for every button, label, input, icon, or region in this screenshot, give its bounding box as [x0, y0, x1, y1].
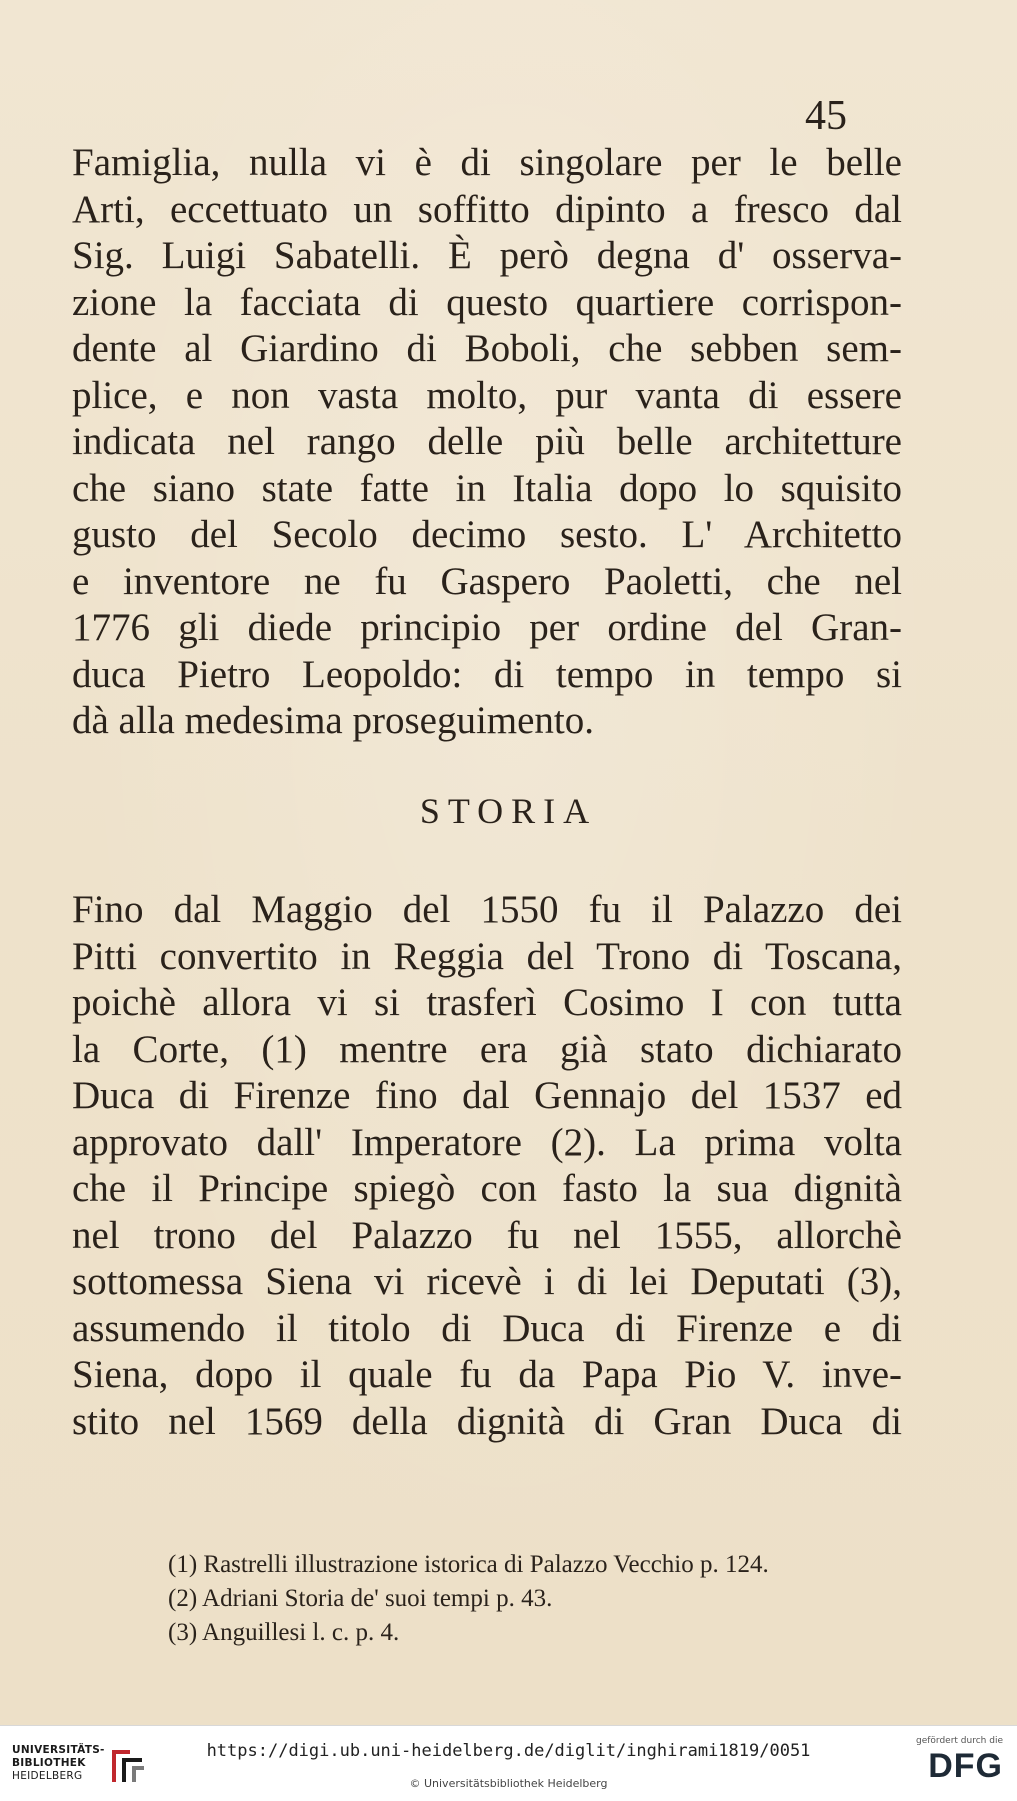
text-line: approvato dall' Imperatore (2). La prima volta	[72, 1120, 902, 1164]
text-line: che il Principe spiegò con fasto la sua dignità	[72, 1167, 902, 1210]
dfg-sponsor[interactable]	[893, 1736, 1003, 1784]
text-line: Pitti convertito in Reggia del Trono di Toscana,	[72, 934, 902, 978]
sponsor-caption: gefördert durch die	[916, 1736, 1003, 1746]
library-name-line: UNIVERSITÄTS-	[12, 1744, 105, 1756]
footnote: (1) Rastrelli illustrazione istorica di Palazzo Vecchio p. 124.	[168, 1551, 769, 1578]
text-line: la Corte, (1) mentre era già stato dichiarato	[72, 1027, 902, 1071]
section-heading: STORIA	[419, 791, 598, 831]
text-line: plice, e non vasta molto, pur vanta di essere	[72, 373, 902, 417]
text-line: e inventore ne fu Gaspero Paoletti, che nel	[72, 559, 902, 603]
text-line: gusto del Secolo decimo sesto. L' Architetto	[72, 513, 902, 556]
library-name-line: BIBLIOTHEK	[12, 1757, 86, 1769]
footnotes	[168, 1548, 928, 1650]
text-line: Sig. Luigi Sabatelli. È però degna d' osserva-	[72, 234, 902, 277]
paragraph-2	[72, 887, 902, 1445]
text-line: sottomessa Siena vi ricevè i di lei Deputati (3),	[72, 1260, 902, 1303]
footnote: (2) Adriani Storia de' suoi tempi p. 43.	[168, 1585, 553, 1612]
copyright-notice: © Universitätsbibliothek Heidelberg	[409, 1777, 608, 1790]
dfg-logo: DFG	[928, 1747, 1003, 1785]
text-line: 1776 gli diede principio per ordine del Gran-	[72, 606, 902, 649]
text-line: Siena, dopo il quale fu da Papa Pio V. inve-	[72, 1353, 902, 1396]
permalink-url[interactable]: https://digi.ub.uni-heidelberg.de/diglit/inghirami1819/0051	[206, 1741, 811, 1761]
text-line: indicata nel rango delle più belle architetture	[72, 420, 902, 463]
text-line: nel trono del Palazzo fu nel 1555, allorchè	[72, 1213, 902, 1257]
text-line: Duca di Firenze fino dal Gennajo del 1537 ed	[72, 1074, 902, 1117]
text-line: assumendo il titolo di Duca di Firenze e di	[72, 1306, 902, 1350]
viewer-footer	[0, 1725, 1017, 1801]
paragraph-1	[72, 140, 902, 745]
text-line: dente al Giardino di Boboli, che sebben sem-	[72, 327, 902, 370]
text-line: duca Pietro Leopoldo: di tempo in tempo si	[72, 652, 902, 696]
text-line: poichè allora vi si trasferì Cosimo I con tutta	[72, 981, 902, 1024]
text-line: Fino dal Maggio del 1550 fu il Palazzo dei	[72, 888, 902, 931]
page-number: 45	[805, 93, 847, 139]
text-line: dà alla medesima proseguimento.	[72, 699, 595, 742]
text-line: che siano state fatte in Italia dopo lo squisito	[72, 466, 902, 510]
text-line: stito nel 1569 della dignità di Gran Duca di	[72, 1399, 902, 1443]
text-line: Arti, eccettuato un soffitto dipinto a fresco dal	[72, 187, 902, 231]
footnote: (3) Anguillesi l. c. p. 4.	[168, 1619, 400, 1646]
text-line: Famiglia, nulla vi è di singolare per le belle	[72, 141, 902, 184]
library-name-line: HEIDELBERG	[12, 1770, 83, 1782]
text-line: zione la facciata di questo quartiere corrispon-	[72, 280, 902, 324]
